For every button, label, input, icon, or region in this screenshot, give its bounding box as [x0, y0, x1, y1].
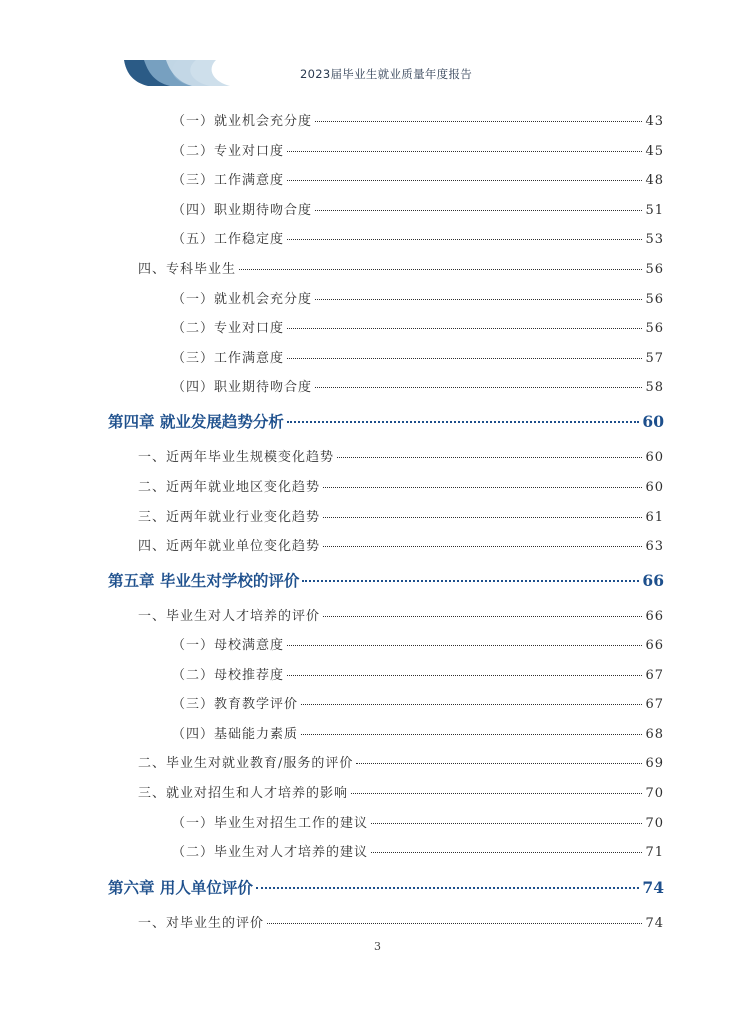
toc-entry-label: 四、专科毕业生 [138, 262, 237, 277]
dot-leader [287, 421, 640, 423]
dot-leader [239, 269, 642, 270]
toc-entry-label: 四、近两年就业单位变化趋势 [138, 539, 321, 554]
toc-entry-sub[interactable] [172, 317, 664, 336]
toc-entry-page: 70 [645, 786, 664, 801]
toc-entry-page: 68 [645, 727, 664, 742]
toc-entry-page: 57 [645, 351, 664, 366]
toc-entry-sub[interactable] [172, 110, 664, 129]
dot-leader [287, 645, 642, 646]
toc-entry-page: 60 [645, 480, 664, 495]
toc-entry-label: （二）专业对口度 [172, 321, 285, 336]
toc-entry-sub[interactable] [172, 634, 664, 653]
toc-entry-sub[interactable] [172, 812, 664, 831]
toc-entry-chapter[interactable] [108, 410, 664, 432]
dot-leader [323, 517, 642, 518]
toc-entry-page: 51 [645, 203, 664, 218]
toc-entry-page: 67 [645, 697, 664, 712]
toc-entry-page: 43 [645, 114, 664, 129]
toc-entry-label: （四）职业期待吻合度 [172, 203, 313, 218]
dot-leader [315, 210, 642, 211]
dot-leader [351, 793, 642, 794]
toc-entry-section[interactable] [138, 506, 664, 525]
toc-entry-sub[interactable] [172, 693, 664, 712]
dot-leader [337, 457, 642, 458]
toc-entry-label: 二、近两年就业地区变化趋势 [138, 480, 321, 495]
toc-entry-label: （一）母校满意度 [172, 638, 285, 653]
toc-entry-label: 一、对毕业生的评价 [138, 916, 265, 931]
toc-entry-label: （三）工作满意度 [172, 173, 285, 188]
toc-entry-page: 66 [642, 571, 664, 590]
toc-entry-page: 74 [642, 878, 664, 897]
toc-entry-page: 56 [645, 262, 664, 277]
dot-leader [287, 180, 642, 181]
toc-entry-label: （四）职业期待吻合度 [172, 380, 313, 395]
toc-entry-section[interactable] [138, 258, 664, 277]
toc-entry-label: 第六章 用人单位评价 [108, 878, 253, 897]
toc-entry-sub[interactable] [172, 723, 664, 742]
toc-entry-page: 48 [645, 173, 664, 188]
toc-entry-label: （一）毕业生对招生工作的建议 [172, 816, 369, 831]
toc-entry-label: 三、就业对招生和人才培养的影响 [138, 786, 349, 801]
toc-entry-label: 第五章 毕业生对学校的评价 [108, 571, 300, 590]
toc-entry-label: （二）母校推荐度 [172, 668, 285, 683]
toc-entry-sub[interactable] [172, 664, 664, 683]
dot-leader [287, 328, 642, 329]
toc-entry-label: （四）基础能力素质 [172, 727, 299, 742]
dot-leader [356, 763, 642, 764]
dot-leader [302, 580, 639, 582]
toc-entry-page: 53 [645, 232, 664, 247]
dot-leader [315, 121, 642, 122]
dot-leader [287, 151, 642, 152]
toc-entry-section[interactable] [138, 446, 664, 465]
toc-entry-chapter[interactable] [108, 569, 664, 591]
toc-entry-label: （三）教育教学评价 [172, 697, 299, 712]
toc-entry-section[interactable] [138, 912, 664, 931]
toc-entry-sub[interactable] [172, 841, 664, 860]
toc-entry-page: 58 [645, 380, 664, 395]
toc-entry-page: 71 [645, 845, 664, 860]
toc-entry-page: 56 [645, 292, 664, 307]
toc-entry-chapter[interactable] [108, 876, 664, 898]
toc-entry-sub[interactable] [172, 169, 664, 188]
report-header-title: 2023届毕业生就业质量年度报告 [300, 67, 473, 81]
toc-entry-page: 45 [645, 144, 664, 159]
dot-leader [315, 299, 642, 300]
page-number: 3 [374, 940, 381, 953]
dot-leader [287, 358, 642, 359]
toc-entry-label: （三）工作满意度 [172, 351, 285, 366]
toc-entry-page: 66 [645, 638, 664, 653]
toc-entry-sub[interactable] [172, 228, 664, 247]
dot-leader [301, 734, 642, 735]
toc-entry-page: 66 [645, 609, 664, 624]
dot-leader [256, 887, 640, 889]
toc-entry-sub[interactable] [172, 347, 664, 366]
toc-entry-label: 一、近两年毕业生规模变化趋势 [138, 450, 335, 465]
toc-entry-sub[interactable] [172, 199, 664, 218]
toc-entry-page: 60 [642, 412, 664, 431]
dot-leader [323, 616, 642, 617]
toc-entry-sub[interactable] [172, 376, 664, 395]
toc-entry-label: （一）就业机会充分度 [172, 292, 313, 307]
toc-entry-sub[interactable] [172, 140, 664, 159]
toc-entry-label: 三、近两年就业行业变化趋势 [138, 510, 321, 525]
dot-leader [371, 823, 642, 824]
dot-leader [323, 546, 642, 547]
toc-entry-section[interactable] [138, 605, 664, 624]
toc-entry-label: 二、毕业生对就业教育/服务的评价 [138, 756, 354, 771]
toc-entry-page: 69 [645, 756, 664, 771]
toc-entry-label: （一）就业机会充分度 [172, 114, 313, 129]
toc-entry-page: 70 [645, 816, 664, 831]
dot-leader [301, 704, 642, 705]
toc-entry-label: 一、毕业生对人才培养的评价 [138, 609, 321, 624]
dot-leader [371, 852, 642, 853]
toc-entry-page: 74 [645, 916, 664, 931]
toc-entry-label: （五）工作稳定度 [172, 232, 285, 247]
dot-leader [287, 675, 642, 676]
toc-entry-page: 56 [645, 321, 664, 336]
toc-entry-section[interactable] [138, 535, 664, 554]
dot-leader [323, 487, 642, 488]
dot-leader [267, 923, 642, 924]
toc-entry-section[interactable] [138, 752, 664, 771]
toc-entry-label: （二）专业对口度 [172, 144, 285, 159]
toc-entry-page: 67 [645, 668, 664, 683]
toc-entry-page: 61 [645, 510, 664, 525]
dot-leader [315, 387, 642, 388]
toc-entry-section[interactable] [138, 782, 664, 801]
dot-leader [287, 239, 642, 240]
toc-entry-label: （二）毕业生对人才培养的建议 [172, 845, 369, 860]
toc-entry-label: 第四章 就业发展趋势分析 [108, 412, 284, 431]
toc-entry-page: 63 [645, 539, 664, 554]
toc-entry-page: 60 [645, 450, 664, 465]
toc-entry-section[interactable] [138, 476, 664, 495]
toc-entry-sub[interactable] [172, 288, 664, 307]
